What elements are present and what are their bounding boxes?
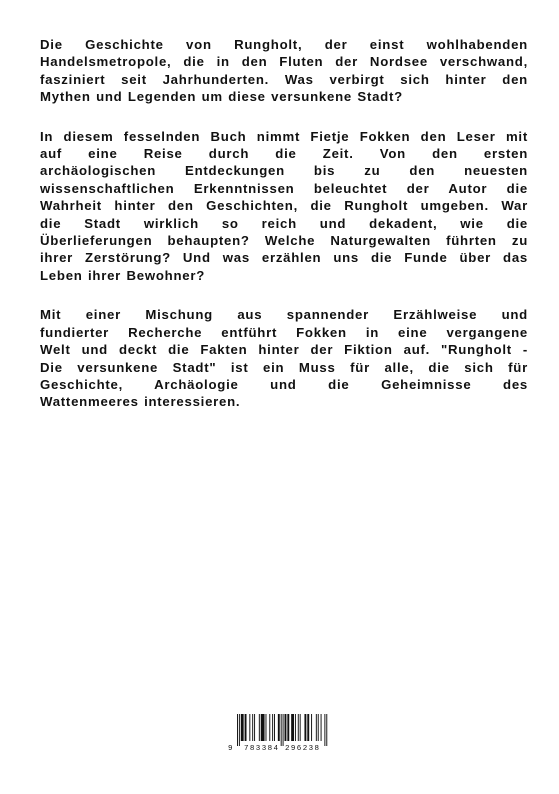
- barcode-bar: [285, 714, 287, 741]
- blurb-line: fasziniert seit Jahrhunderten. Was verbirgt sich hinter den: [40, 71, 528, 87]
- barcode-bar: [304, 714, 306, 741]
- barcode-guard-bar: [283, 714, 284, 746]
- barcode-guard-bar: [237, 714, 238, 746]
- barcode-bar: [245, 714, 247, 741]
- barcode-bar: [261, 714, 265, 741]
- barcode-bar: [259, 714, 260, 741]
- barcode-left-group: 783384: [244, 745, 280, 753]
- barcode-bar: [266, 714, 267, 741]
- barcode-bar: [311, 714, 312, 741]
- blurb-line: In diesem fesselnden Buch nimmt Fietje Fokken den Leser mit: [40, 128, 528, 144]
- blurb-line: Leben ihrer Bewohner?: [40, 267, 206, 283]
- blurb-line: fundierter Recherche entführt Fokken in eine vergangene: [40, 324, 528, 340]
- barcode-bar: [300, 714, 301, 741]
- barcode-bar: [321, 714, 322, 741]
- isbn-barcode: [228, 714, 332, 756]
- barcode-guard-bar: [326, 714, 327, 746]
- barcode-bar: [269, 714, 270, 741]
- blurb-line: Überlieferungen behaupten? Welche Naturgewalten führten zu: [40, 233, 528, 249]
- barcode-bar: [316, 714, 317, 741]
- barcode-bar: [252, 714, 253, 741]
- blurb-line: Die Geschichte von Rungholt, der einst wohlhabenden: [40, 37, 528, 52]
- barcode-bar: [307, 714, 309, 741]
- blurb-line: archäologischen Entdeckungen bis zu den neuesten: [40, 163, 528, 179]
- barcode-bar: [298, 714, 299, 741]
- barcode-bar: [287, 714, 289, 741]
- blurb-line: Mythen und Legenden um diese versunkene Stadt?: [40, 89, 403, 105]
- back-cover-blurb: [40, 36, 528, 433]
- blurb-line: wissenschaftlichen Erkenntnissen beleuchtet der Autor die: [40, 180, 528, 196]
- blurb-line: die Stadt wirklich so reich und dekadent, wie die: [40, 215, 528, 231]
- barcode-bar: [254, 714, 255, 741]
- barcode-first-digit: 9: [228, 745, 233, 753]
- barcode-bar: [274, 714, 275, 741]
- blurb-paragraph-2: [40, 128, 528, 285]
- barcode-bar: [278, 714, 280, 741]
- blurb-line: Wahrheit hinter den Geschichten, die Rungholt umgeben. War: [40, 198, 528, 214]
- barcode-bar: [241, 714, 244, 741]
- barcode-bars: [228, 714, 332, 746]
- blurb-line: Handelsmetropole, die in den Fluten der Nordsee verschwand,: [40, 54, 528, 70]
- barcode-bar: [291, 714, 294, 741]
- blurb-line: auf eine Reise durch die Zeit. Von den ersten: [40, 146, 528, 162]
- barcode-bar: [272, 714, 273, 741]
- blurb-line: Mit einer Mischung aus spannender Erzählweise und: [40, 307, 528, 323]
- blurb-line: Geschichte, Archäologie und die Geheimnisse des: [40, 376, 528, 392]
- barcode-bar: [295, 714, 296, 741]
- blurb-paragraph-3: [40, 306, 528, 410]
- blurb-line: Welt und deckt die Fakten hinter der Fiktion auf. "Rungholt -: [40, 342, 528, 358]
- barcode-guard-bar: [324, 714, 325, 746]
- blurb-paragraph-1: [40, 36, 528, 106]
- barcode-bar: [318, 714, 319, 741]
- barcode-bar: [249, 714, 250, 741]
- barcode-guard-bar: [239, 714, 240, 746]
- blurb-line: ihrer Zerstörung? Und was erzählen uns die Funde über das: [40, 250, 528, 266]
- barcode-right-group: 296238: [285, 745, 321, 753]
- blurb-line: Die versunkene Stadt" ist ein Muss für alle, die sich für: [40, 359, 528, 375]
- blurb-line: Wattenmeeres interessieren.: [40, 394, 241, 410]
- barcode-guard-bar: [281, 714, 282, 746]
